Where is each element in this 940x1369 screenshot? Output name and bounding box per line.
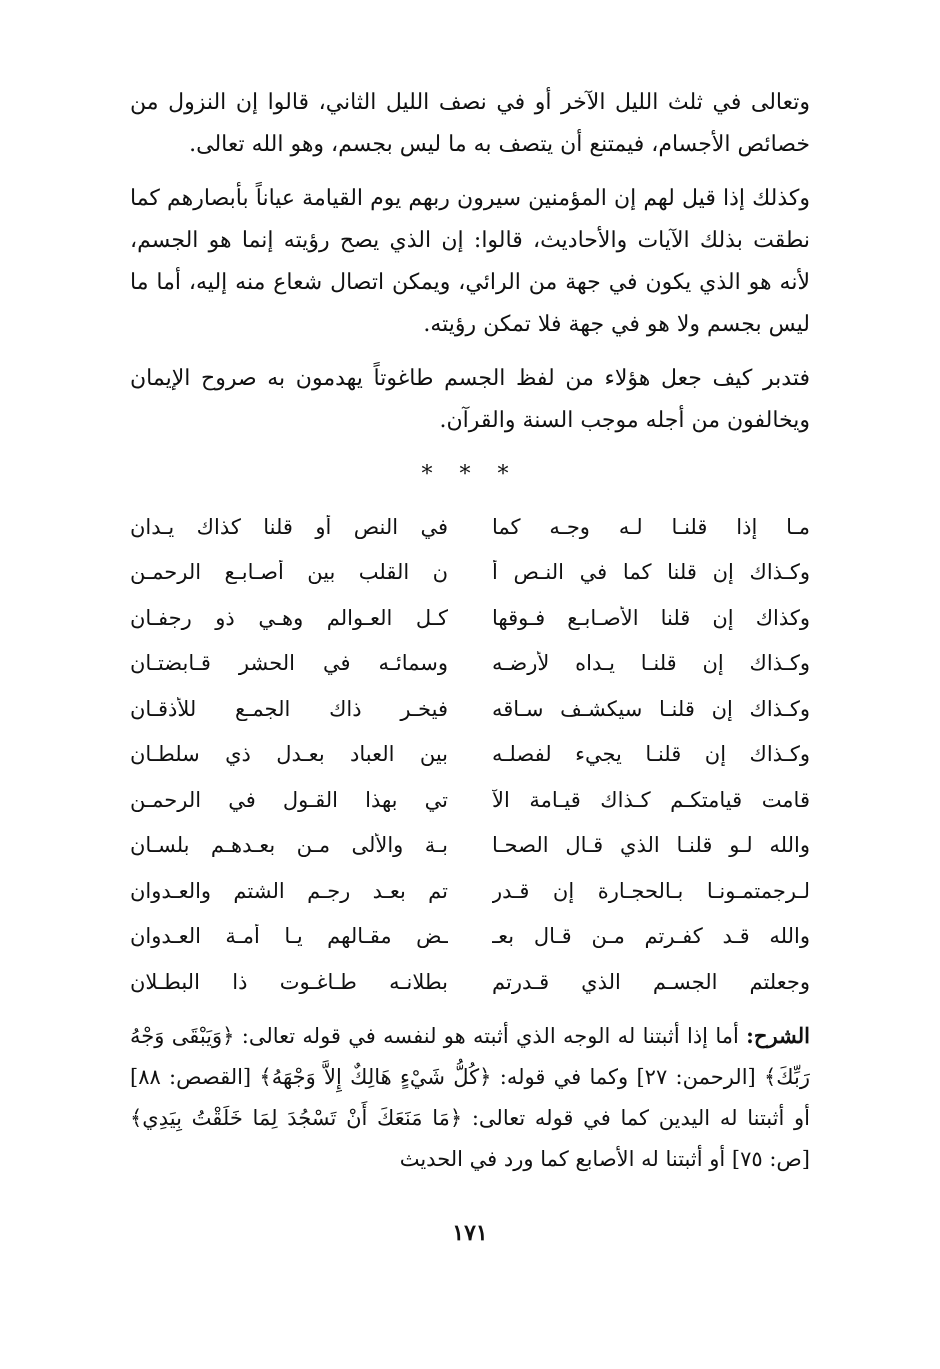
poem xyxy=(130,504,810,1005)
verse-first-hemistich: وكـذاك إن قلنـا يجيء لفصلـه xyxy=(492,742,810,767)
verse-second-hemistich: تم بعـد رجـم الشتم والعـدوان xyxy=(130,878,448,903)
verse-first-hemistich: وكـذاك إن قلنا كما في النـص أ xyxy=(492,560,810,585)
verse-second-hemistich: بطلانـه طـاغـوت ذا البطـلان xyxy=(130,969,448,994)
verse-first-hemistich: وجعلتم الجسـم الذي قـدرتم xyxy=(492,969,810,994)
poem-verse xyxy=(130,550,810,596)
paragraph-3: فتدبر كيف جعل هؤلاء من لفظ الجسم طاغوتاً يهدمون به صروح الإيمان ويخالفون من أجله موجب السنة والقرآن. xyxy=(130,366,810,433)
verse-second-hemistich: وسمائـه في الحشر قـابضتـان xyxy=(130,651,448,676)
verse-first-hemistich: لـرجمتمـونـا بـالحجـارة إن قـدر xyxy=(492,878,810,903)
verse-second-hemistich: ـض مقـالهم يـا أمـة العـدوان xyxy=(130,924,448,949)
poem-verse xyxy=(130,686,810,732)
verse-first-hemistich: وكـذاك إن قلنـا يـداه لأرضـه xyxy=(492,651,810,676)
poem-verse xyxy=(130,777,810,823)
poem-verse xyxy=(130,595,810,641)
verse-second-hemistich: ن القلب بين أصـابـع الرحمـن xyxy=(130,560,448,585)
commentary-label: الشرح: xyxy=(746,1022,811,1048)
poem-verse xyxy=(130,914,810,960)
poem-verse xyxy=(130,504,810,550)
commentary-paragraph xyxy=(130,1015,810,1180)
verse-first-hemistich: قامت قيامتكـم كـذاك قيـامة الآ xyxy=(492,787,810,812)
verse-second-hemistich: تي بهذا القـول في الرحمـن xyxy=(130,787,448,812)
page-number: ١٧١ xyxy=(452,1220,488,1246)
paragraph-1: وتعالى في ثلث الليل الآخر أو في نصف الليل الثاني، قالوا إن النزول من خصائص الأجسام، فيمتنع أن يتصف به ما ليس بجسم، وهو الله تعالى. xyxy=(130,90,810,157)
poem-verse xyxy=(130,959,810,1005)
verse-second-hemistich: فيخـر ذاك الجمـع للأذقـان xyxy=(130,696,448,721)
commentary-text: أما إذا أثبتنا له الوجه الذي أثبته هو لنفسه في قوله تعالى: ﴿وَيَبْقَى وَجْهُ رَبِّكَ﴾ [الرحمن: ٢٧] وكما في قوله: ﴿كُلُّ شَيْءٍ هَالِكٌ إِلاَّ وَجْهَهُ﴾ [القصص: ٨٨] أو أثبتنا له اليدين كما في قوله تعالى: ﴿مَا مَنَعَكَ أَنْ تَسْجُدَ لِمَا خَلَقْتُ بِيَدِي﴾ [ص: ٧٥] أو أثبتنا له الأصابع كما ورد في الحديث xyxy=(130,1023,810,1171)
poem-verse xyxy=(130,732,810,778)
verse-first-hemistich: والله لـو قلنـا الذي قـال الصحـا xyxy=(492,833,810,858)
verse-first-hemistich: وكذاك إن قلنا الأصـابـع فـوقها xyxy=(492,605,810,630)
verse-first-hemistich: والله قـد كفـرتم مـن قـال بعـ xyxy=(492,924,810,949)
paragraph-2: وكذلك إذا قيل لهم إن المؤمنين سيرون ربهم يوم القيامة عياناً بأبصارهم كما نطقت بذلك الآيات والأحاديث، قالوا: إن الذي يصح رؤيته إنما هو الجسم، لأنه هو الذي يكون في جهة من الرائي، ويمكن اتصال شعاع منه إليه، أما ما ليس بجسم ولا هو في جهة فلا تمكن رؤيته. xyxy=(130,186,810,337)
verse-second-hemistich: بـة والألى مـن بعـدهـم بلسـان xyxy=(130,833,448,858)
verse-second-hemistich: في النص أو قلنا كذاك يـدان xyxy=(130,514,448,539)
verse-first-hemistich: وكـذاك إن قلنـا سيكشـف سـاقه xyxy=(492,696,810,721)
section-separator: * * * xyxy=(421,462,519,487)
verse-second-hemistich: بين العباد بعـدل ذي سلطـان xyxy=(130,742,448,767)
verse-first-hemistich: مـا إذا قلنـا لـه وجـه كما xyxy=(492,514,810,539)
page-content xyxy=(130,82,810,1201)
poem-verse xyxy=(130,823,810,869)
poem-verse xyxy=(130,641,810,687)
poem-verse xyxy=(130,868,810,914)
verse-second-hemistich: كـل العـوالم وهـي ذو رجفـان xyxy=(130,605,448,630)
